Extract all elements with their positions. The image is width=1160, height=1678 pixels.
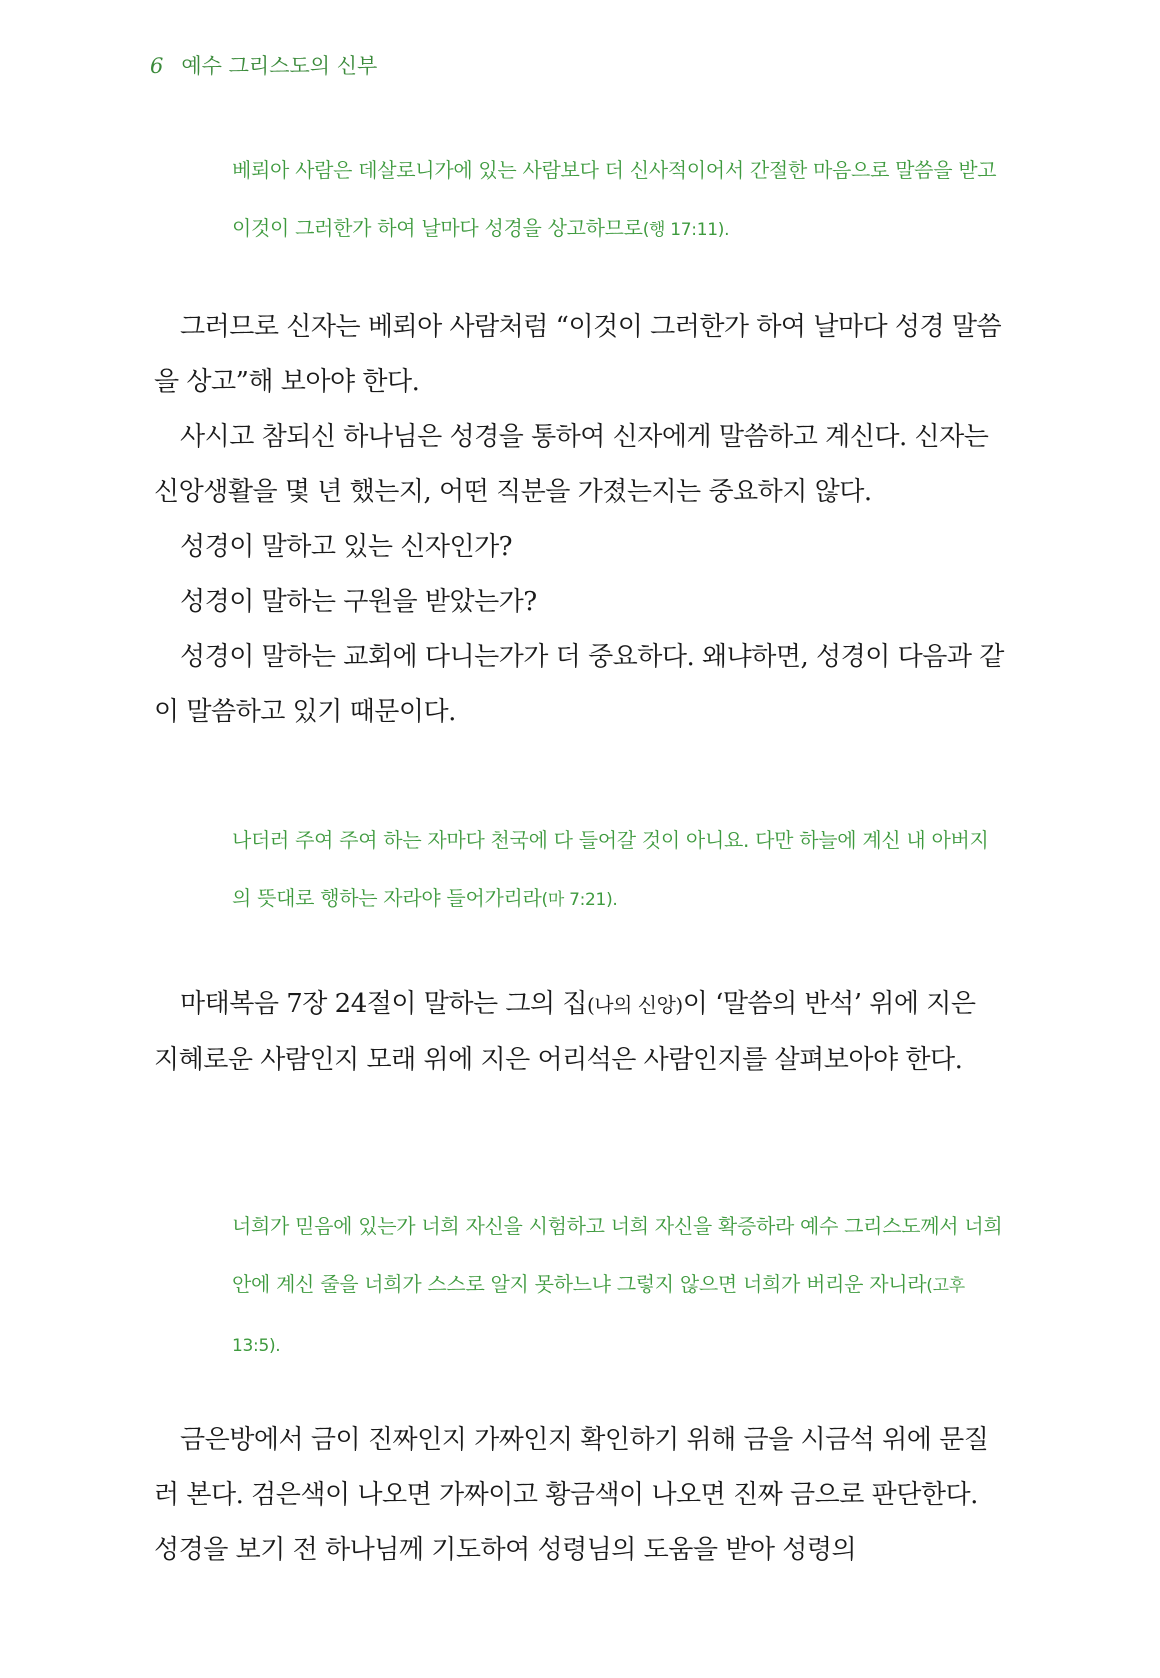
page-number: 6	[150, 54, 164, 78]
book-title: 예수 그리스도의 신부	[181, 54, 378, 78]
paragraph	[154, 977, 1006, 1088]
scripture-quote	[232, 1197, 1004, 1375]
quote-text: 나더러 주여 주여 하는 자마다 천국에 다 들어갈 것이 아니요. 다만 하늘에 계신 내 아버지의 뜻대로 행하는 자라야 들어가리라	[232, 828, 989, 910]
body-section	[154, 300, 1006, 740]
body-section	[154, 977, 1006, 1088]
body-section	[154, 1413, 1006, 1578]
paragraph: 사시고 참되신 하나님은 성경을 통하여 신자에게 말씀하고 계신다. 신자는 신앙생활을 몇 년 했는지, 어떤 직분을 가졌는지는 중요하지 않다.	[154, 422, 989, 507]
scripture-quote	[232, 811, 1004, 929]
quote-reference: (고후 13:5).	[232, 1276, 965, 1356]
quote-text: 너희가 믿음에 있는가 너희 자신을 시험하고 너희 자신을 확증하라 예수 그리스도께서 너희 안에 계신 줄을 너희가 스스로 알지 못하느냐 그렇지 않으면 너희가 버리운 자니라	[232, 1214, 1003, 1296]
quote-reference: (행 17:11).	[642, 220, 730, 240]
quote-text: 베뢰아 사람은 데살로니가에 있는 사람보다 더 신사적이어서 간절한 마음으로 말씀을 받고 이것이 그러한가 하여 날마다 성경을 상고하므로	[232, 158, 997, 240]
paragraph: 성경이 말하고 있는 신자인가?	[180, 532, 513, 562]
paragraph-text: 마태복음 7장 24절이 말하는 그의 집	[180, 989, 587, 1019]
parenthetical-note: (나의 신앙)	[586, 993, 683, 1017]
paragraph-text: 이 ‘말씀의 반석’ 위에 지은 지혜로운 사람인지 모래 위에 지은 어리석은 사람인지를 살펴보아야 한다.	[154, 989, 976, 1075]
paragraph: 금은방에서 금이 진짜인지 가짜인지 확인하기 위해 금을 시금석 위에 문질러 본다. 검은색이 나오면 가짜이고 황금색이 나오면 진짜 금으로 판단한다. 성경을 보기 전 하나님께 기도하여 성령님의 도움을 받아 성령의	[154, 1425, 989, 1565]
paragraph: 그러므로 신자는 베뢰아 사람처럼 “이것이 그러한가 하여 날마다 성경 말씀을 상고”해 보아야 한다.	[154, 312, 1002, 397]
paragraph: 성경이 말하는 구원을 받았는가?	[180, 587, 537, 617]
running-header	[150, 50, 377, 80]
scripture-quote	[232, 141, 1004, 259]
quote-reference: (마 7:21).	[541, 890, 618, 910]
paragraph: 성경이 말하는 교회에 다니는가가 더 중요하다. 왜냐하면, 성경이 다음과 같이 말씀하고 있기 때문이다.	[154, 642, 1004, 727]
